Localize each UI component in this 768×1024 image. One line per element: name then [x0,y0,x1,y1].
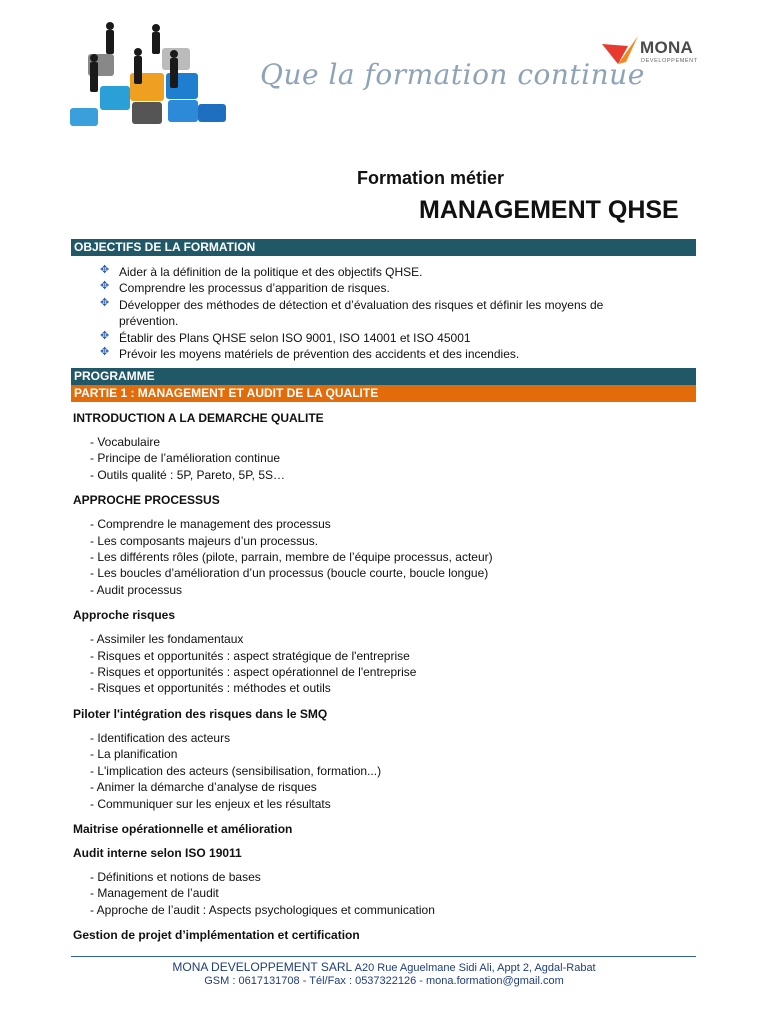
section-items [73,869,693,918]
footer-company: MONA DEVELOPPEMENT SARL [172,960,353,974]
section-items [73,434,693,483]
part1-header: PARTIE 1 : MANAGEMENT ET AUDIT DE LA QUALITE [71,385,696,402]
section-item: - Communiquer sur les enjeux et les résultats [90,796,331,811]
section-item: - Identification des acteurs [90,730,231,745]
section-title: Maitrise opérationnelle et amélioration [73,821,293,836]
objective-item [100,264,660,280]
section-item: - Principe de l’amélioration continue [90,451,281,466]
section-item: - Animer la démarche d’analyse de risques [90,780,317,795]
objective-item [100,346,660,362]
objective-text: Établir des Plans QHSE selon ISO 9001, ISO 14001 et ISO 45001 [119,330,471,345]
section-item: - Les différents rôles (pilote, parrain, membre de l’équipe processus, acteur) [90,550,493,565]
programme-header: PROGRAMME [71,368,696,385]
section-items [73,516,693,598]
objective-text: Prévoir les moyens matériels de prévention des accidents et des incendies. [119,347,520,362]
puzzle-bullet-icon: ✥ [100,346,110,359]
logo-subtitle: DEVELOPPEMENT [641,58,698,64]
section-items [73,730,693,812]
objective-text: Développer des méthodes de détection et d’évaluation des risques et définir les moyens de prévention. [119,297,604,329]
section-item: - Les boucles d’amélioration d’un processus (boucle courte, boucle longue) [90,566,489,581]
objective-text: Aider à la définition de la politique et des objectifs QHSE. [119,265,423,279]
objective-item [100,330,660,346]
section-items [73,631,693,697]
objectives-list [100,264,660,362]
section-item: - Approche de l’audit : Aspects psychologiques et communication [90,902,435,917]
section-item: - Vocabulaire [90,435,161,449]
puzzle-bullet-icon: ✥ [100,264,110,276]
programme-content [73,410,693,951]
objectives-header: OBJECTIFS DE LA FORMATION [71,239,696,256]
footer-address [0,960,768,974]
footer-divider [71,956,696,957]
section-item: - Les composants majeurs d’un processus. [90,533,319,548]
objective-text: Comprendre les processus d’apparition de risques. [119,281,390,296]
section-item: - Audit processus [90,582,183,597]
section-item: - L'implication des acteurs (sensibilisation, formation...) [90,763,382,778]
document-title: MANAGEMENT QHSE [419,196,679,224]
section-item: - Outils qualité : 5P, Pareto, 5P, 5S… [90,467,285,482]
puzzle-bullet-icon: ✥ [100,280,110,293]
section-item: - Comprendre le management des processus [90,517,331,532]
section-item: - Risques et opportunités : aspect opérationnel de l'entreprise [90,665,417,680]
business-puzzle-illustration [70,18,230,130]
section-title: Approche risques [73,608,176,623]
puzzle-bullet-icon: ✥ [100,296,110,309]
puzzle-bullet-icon: ✥ [100,329,110,342]
section-title: Audit interne selon ISO 19011 [73,845,242,860]
objective-item [100,280,660,296]
footer-contact: GSM : 0617131708 - Tél/Fax : 0537322126 - mona.formation@gmail.com [204,975,564,987]
slogan: Que la formation continue [260,58,645,91]
section-title: INTRODUCTION A LA DEMARCHE QUALITE [73,411,324,425]
section-item: - Management de l’audit [90,886,219,901]
section-title: Gestion de projet d’implémentation et certification [73,928,360,943]
section-title: Piloter l'intégration des risques dans le SMQ [73,706,328,721]
section-item: - Définitions et notions de bases [90,869,261,884]
page-header [0,0,768,140]
footer-address-text: A20 Rue Aguelmane Sidi Ali, Appt 2, Agdal-Rabat [354,962,596,974]
section-item: - Assimiler les fondamentaux [90,632,244,647]
section-item: - Risques et opportunités : méthodes et outils [90,681,331,696]
logo-name: MONA [640,38,694,57]
section-item: - La planification [90,747,178,762]
section-item: - Risques et opportunités : aspect stratégique de l'entreprise [90,648,410,663]
section-title: APPROCHE PROCESSUS [73,493,220,508]
document-subtitle: Formation métier [357,168,505,188]
objective-item [100,297,660,330]
